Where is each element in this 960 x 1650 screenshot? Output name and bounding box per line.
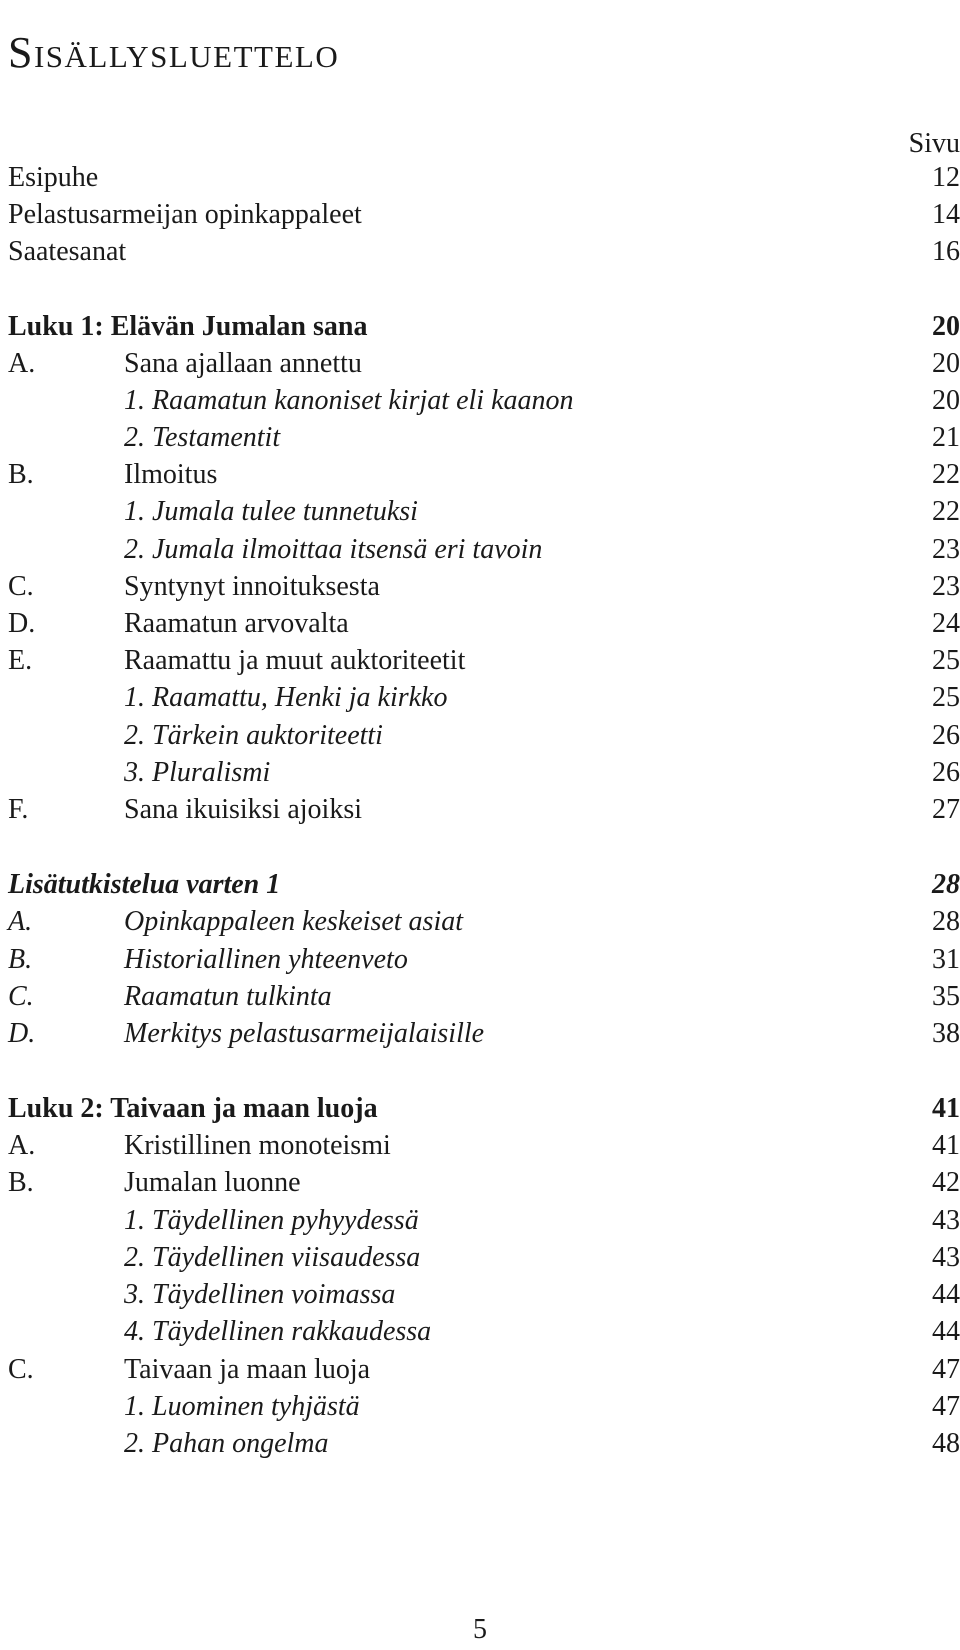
toc-entry-page: 28 [932,906,960,937]
toc-entry-page: 42 [932,1167,960,1198]
toc-entry [0,418,960,457]
toc-entry-page: 31 [932,944,960,975]
toc-entry-page: 24 [932,608,960,639]
toc-entry-page: 23 [932,571,960,602]
toc-entry-title: 3. Täydellinen voimassa [124,1279,396,1310]
toc-entry [0,1163,960,1202]
page-number: 5 [473,1614,487,1645]
toc-entry-title: 2. Jumala ilmoittaa itsensä eri tavoin [124,534,543,565]
toc-entry-title: Luku 1: Elävän Jumalan sana [8,311,368,342]
toc-entry [0,232,960,271]
toc-entry-title: 2. Testamentit [124,422,281,453]
toc-entry-title: 1. Raamatun kanoniset kirjat eli kaanon [124,385,574,416]
toc-entry-title: 1. Täydellinen pyhyydessä [124,1205,419,1236]
toc-entry-page: 27 [932,794,960,825]
toc-entry-label: F. [8,794,29,825]
toc-entry-title: Sana ikuisiksi ajoiksi [124,794,362,825]
toc-entry-title: 2. Täydellinen viisaudessa [124,1242,421,1273]
toc-entry-page: 21 [932,422,960,453]
toc-entry-title: Sana ajallaan annettu [124,348,362,379]
toc-entry [0,195,960,234]
toc-entry [0,567,960,606]
toc-entry-page: 43 [932,1242,960,1273]
toc-entry [0,716,960,755]
page-title: Sisällysluettelo [8,28,340,78]
toc-entry-page: 44 [932,1279,960,1310]
toc-entry-page: 20 [932,311,960,342]
toc-entry-page: 47 [932,1391,960,1422]
toc-entry [0,1014,960,1053]
toc-entry-page: 43 [932,1205,960,1236]
toc-entry [0,790,960,829]
toc-entry [0,977,960,1016]
toc-entry-page: 14 [932,199,960,230]
toc-entry [0,344,960,383]
toc-entry-title: 1. Jumala tulee tunnetuksi [124,496,418,527]
toc-entry [0,1201,960,1240]
toc-entry [0,381,960,420]
toc-entry-title: Saatesanat [8,236,127,267]
toc-entry-title: Taivaan ja maan luoja [124,1354,371,1385]
toc-entry [0,604,960,643]
toc-entry [0,1275,960,1314]
toc-entry-title: Ilmoitus [124,459,218,490]
toc-entry-title: Pelastusarmeijan opinkappaleet [8,199,362,230]
toc-entry-title: 2. Pahan ongelma [124,1428,329,1459]
toc-entry [0,307,960,346]
toc-entry-title: 1. Raamattu, Henki ja kirkko [124,682,448,713]
toc-entry-title: Historiallinen yhteenveto [124,944,408,975]
toc-entry-page: 38 [932,1018,960,1049]
toc-entry-title: Jumalan luonne [124,1167,301,1198]
toc-entry-page: 41 [932,1093,960,1124]
toc-entry-page: 26 [932,757,960,788]
toc-entry-title: Luku 2: Taivaan ja maan luoja [8,1093,378,1124]
toc-entry-label: C. [8,1354,34,1385]
toc-entry [0,753,960,792]
toc-entry [0,678,960,717]
toc-entry [0,1387,960,1426]
toc-entry-label: A. [8,906,33,937]
toc-entry [0,1126,960,1165]
toc-entry [0,1238,960,1277]
toc-entry [0,158,960,197]
toc-entry-title: Opinkappaleen keskeiset asiat [124,906,464,937]
toc-entry-page: 35 [932,981,960,1012]
toc-entry-title: 2. Tärkein auktoriteetti [124,720,383,751]
toc-entry-title: Esipuhe [8,162,99,193]
toc-entry [0,455,960,494]
toc-entry-title: Syntynyt innoituksesta [124,571,380,602]
toc-entry [0,902,960,941]
toc-entry-title: Merkitys pelastusarmeijalaisille [124,1018,485,1049]
toc-entry-page: 20 [932,385,960,416]
toc-entry-title: 3. Pluralismi [124,757,271,788]
toc-entry-title: Lisätutkistelua varten 1 [8,869,281,900]
toc-entry [0,1350,960,1389]
toc-entry-page: 20 [932,348,960,379]
toc-entry-label: B. [8,944,33,975]
toc-entry-label: E. [8,645,33,676]
toc-entry-page: 26 [932,720,960,751]
toc-entry-label: A. [8,1130,36,1161]
toc-entry [0,530,960,569]
toc-entry-page: 25 [932,682,960,713]
toc-entry-page: 16 [932,236,960,267]
toc-entry-page: 22 [932,459,960,490]
toc-entry-title: 1. Luominen tyhjästä [124,1391,360,1422]
toc-entry [0,641,960,680]
toc-entry-title: Raamattu ja muut auktoriteetit [124,645,466,676]
toc-entry-label: A. [8,348,36,379]
toc-entry [0,1424,960,1463]
toc-entry [0,940,960,979]
toc-entry-page: 28 [932,869,960,900]
toc-entry-title: Raamatun tulkinta [124,981,332,1012]
toc-entry [0,492,960,531]
toc-entry [0,1089,960,1128]
toc-entry-page: 25 [932,645,960,676]
toc-entry-page: 48 [932,1428,960,1459]
toc-entry-label: D. [8,608,36,639]
toc-entry-page: 23 [932,534,960,565]
toc-entry-page: 12 [932,162,960,193]
toc-entry-label: B. [8,459,34,490]
toc-entry-page: 44 [932,1316,960,1347]
toc-entry-title: Kristillinen monoteismi [124,1130,391,1161]
toc-entry-label: C. [8,981,34,1012]
toc-entry-page: 22 [932,496,960,527]
toc-entry-title: 4. Täydellinen rakkaudessa [124,1316,432,1347]
toc-entry-page: 47 [932,1354,960,1385]
page-column-header: Sivu [908,128,960,159]
toc-entry-label: C. [8,571,34,602]
toc-entry-page: 41 [932,1130,960,1161]
toc-entry-title: Raamatun arvovalta [124,608,349,639]
toc-entry-label: D. [8,1018,36,1049]
toc-entry [0,1312,960,1351]
toc-entry [0,865,960,904]
toc-entry-label: B. [8,1167,34,1198]
